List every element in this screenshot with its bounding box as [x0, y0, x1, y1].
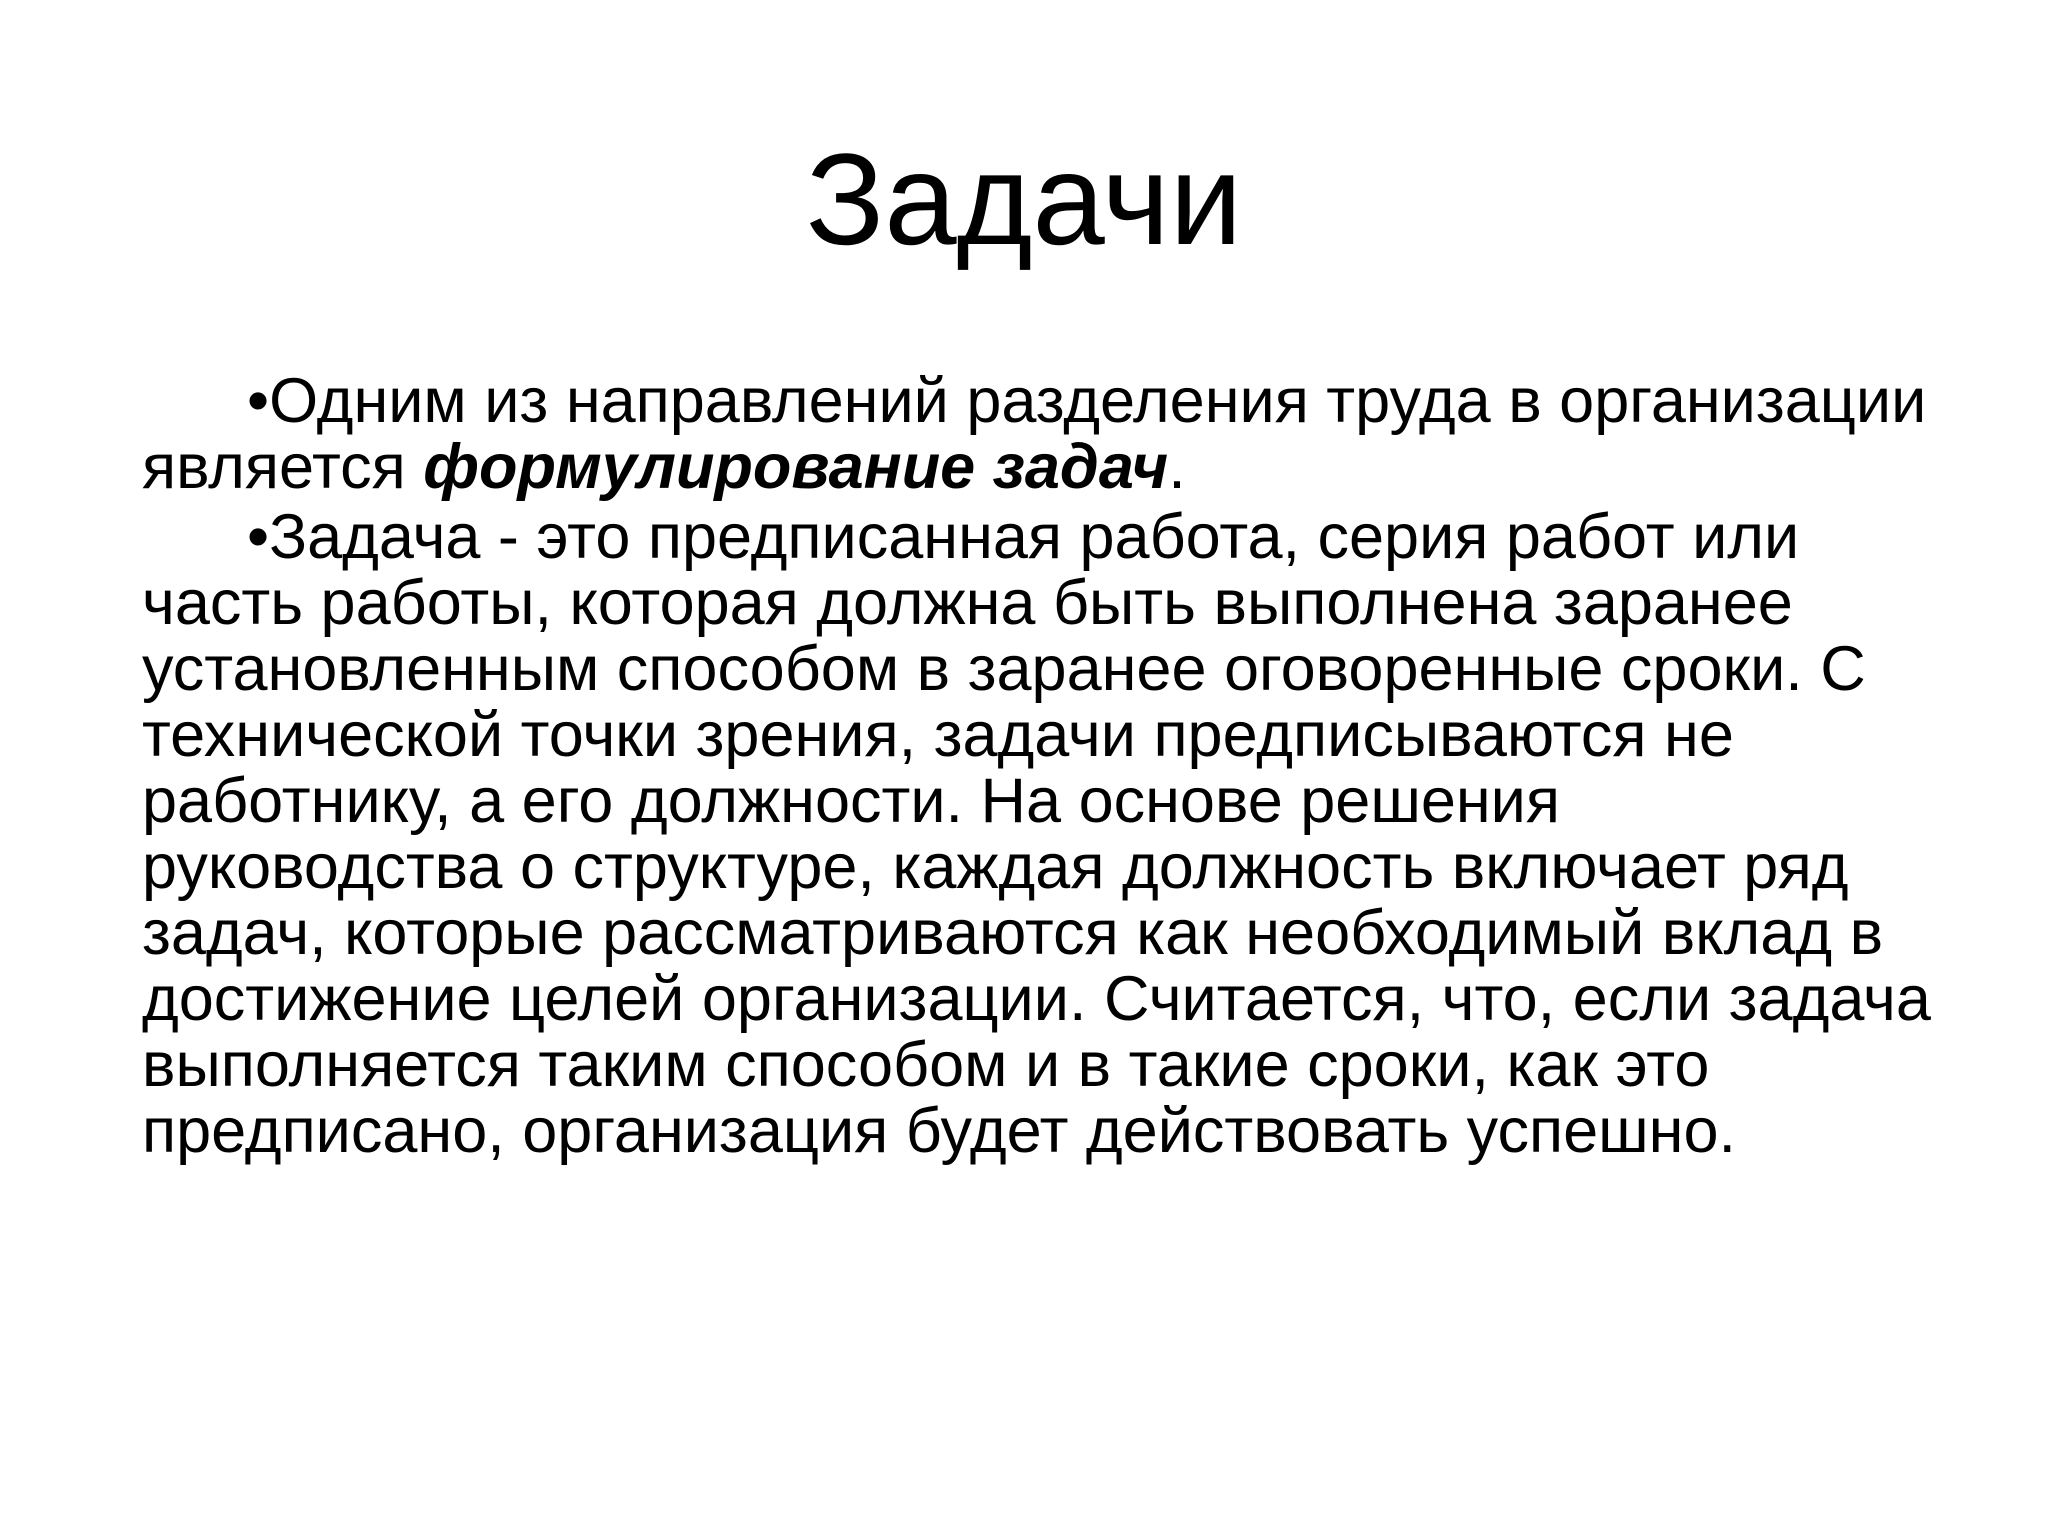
slide-body	[142, 368, 1932, 1168]
paragraph-1-emphasis: формулирование задач	[423, 432, 1169, 502]
bullet-paragraph-2	[142, 504, 1932, 1164]
paragraph-1-end: .	[1168, 432, 1186, 502]
bullet-icon: •	[247, 502, 270, 572]
bullet-icon: •	[247, 366, 270, 436]
paragraph-1-text: Одним из направлений разделения труда в организации является	[142, 366, 1927, 502]
bullet-paragraph-1	[142, 368, 1932, 500]
paragraph-2-text: Задача - это предписанная работа, серия работ или часть работы, которая должна быть выполнена заранее установленным способом в заранее оговоренные сроки. С технической точки зрения, задачи предписываются не работнику, а его должности. На основе решения руководства о структуре, каждая должность включает ряд задач, которые рассматриваются как необходимый вклад в достижение целей организации. Считается, что, если задача выполняется таким способом и в такие сроки, как это предписано, организация будет действовать успешно.	[142, 502, 1931, 1166]
slide-title: Задачи	[805, 126, 1243, 272]
